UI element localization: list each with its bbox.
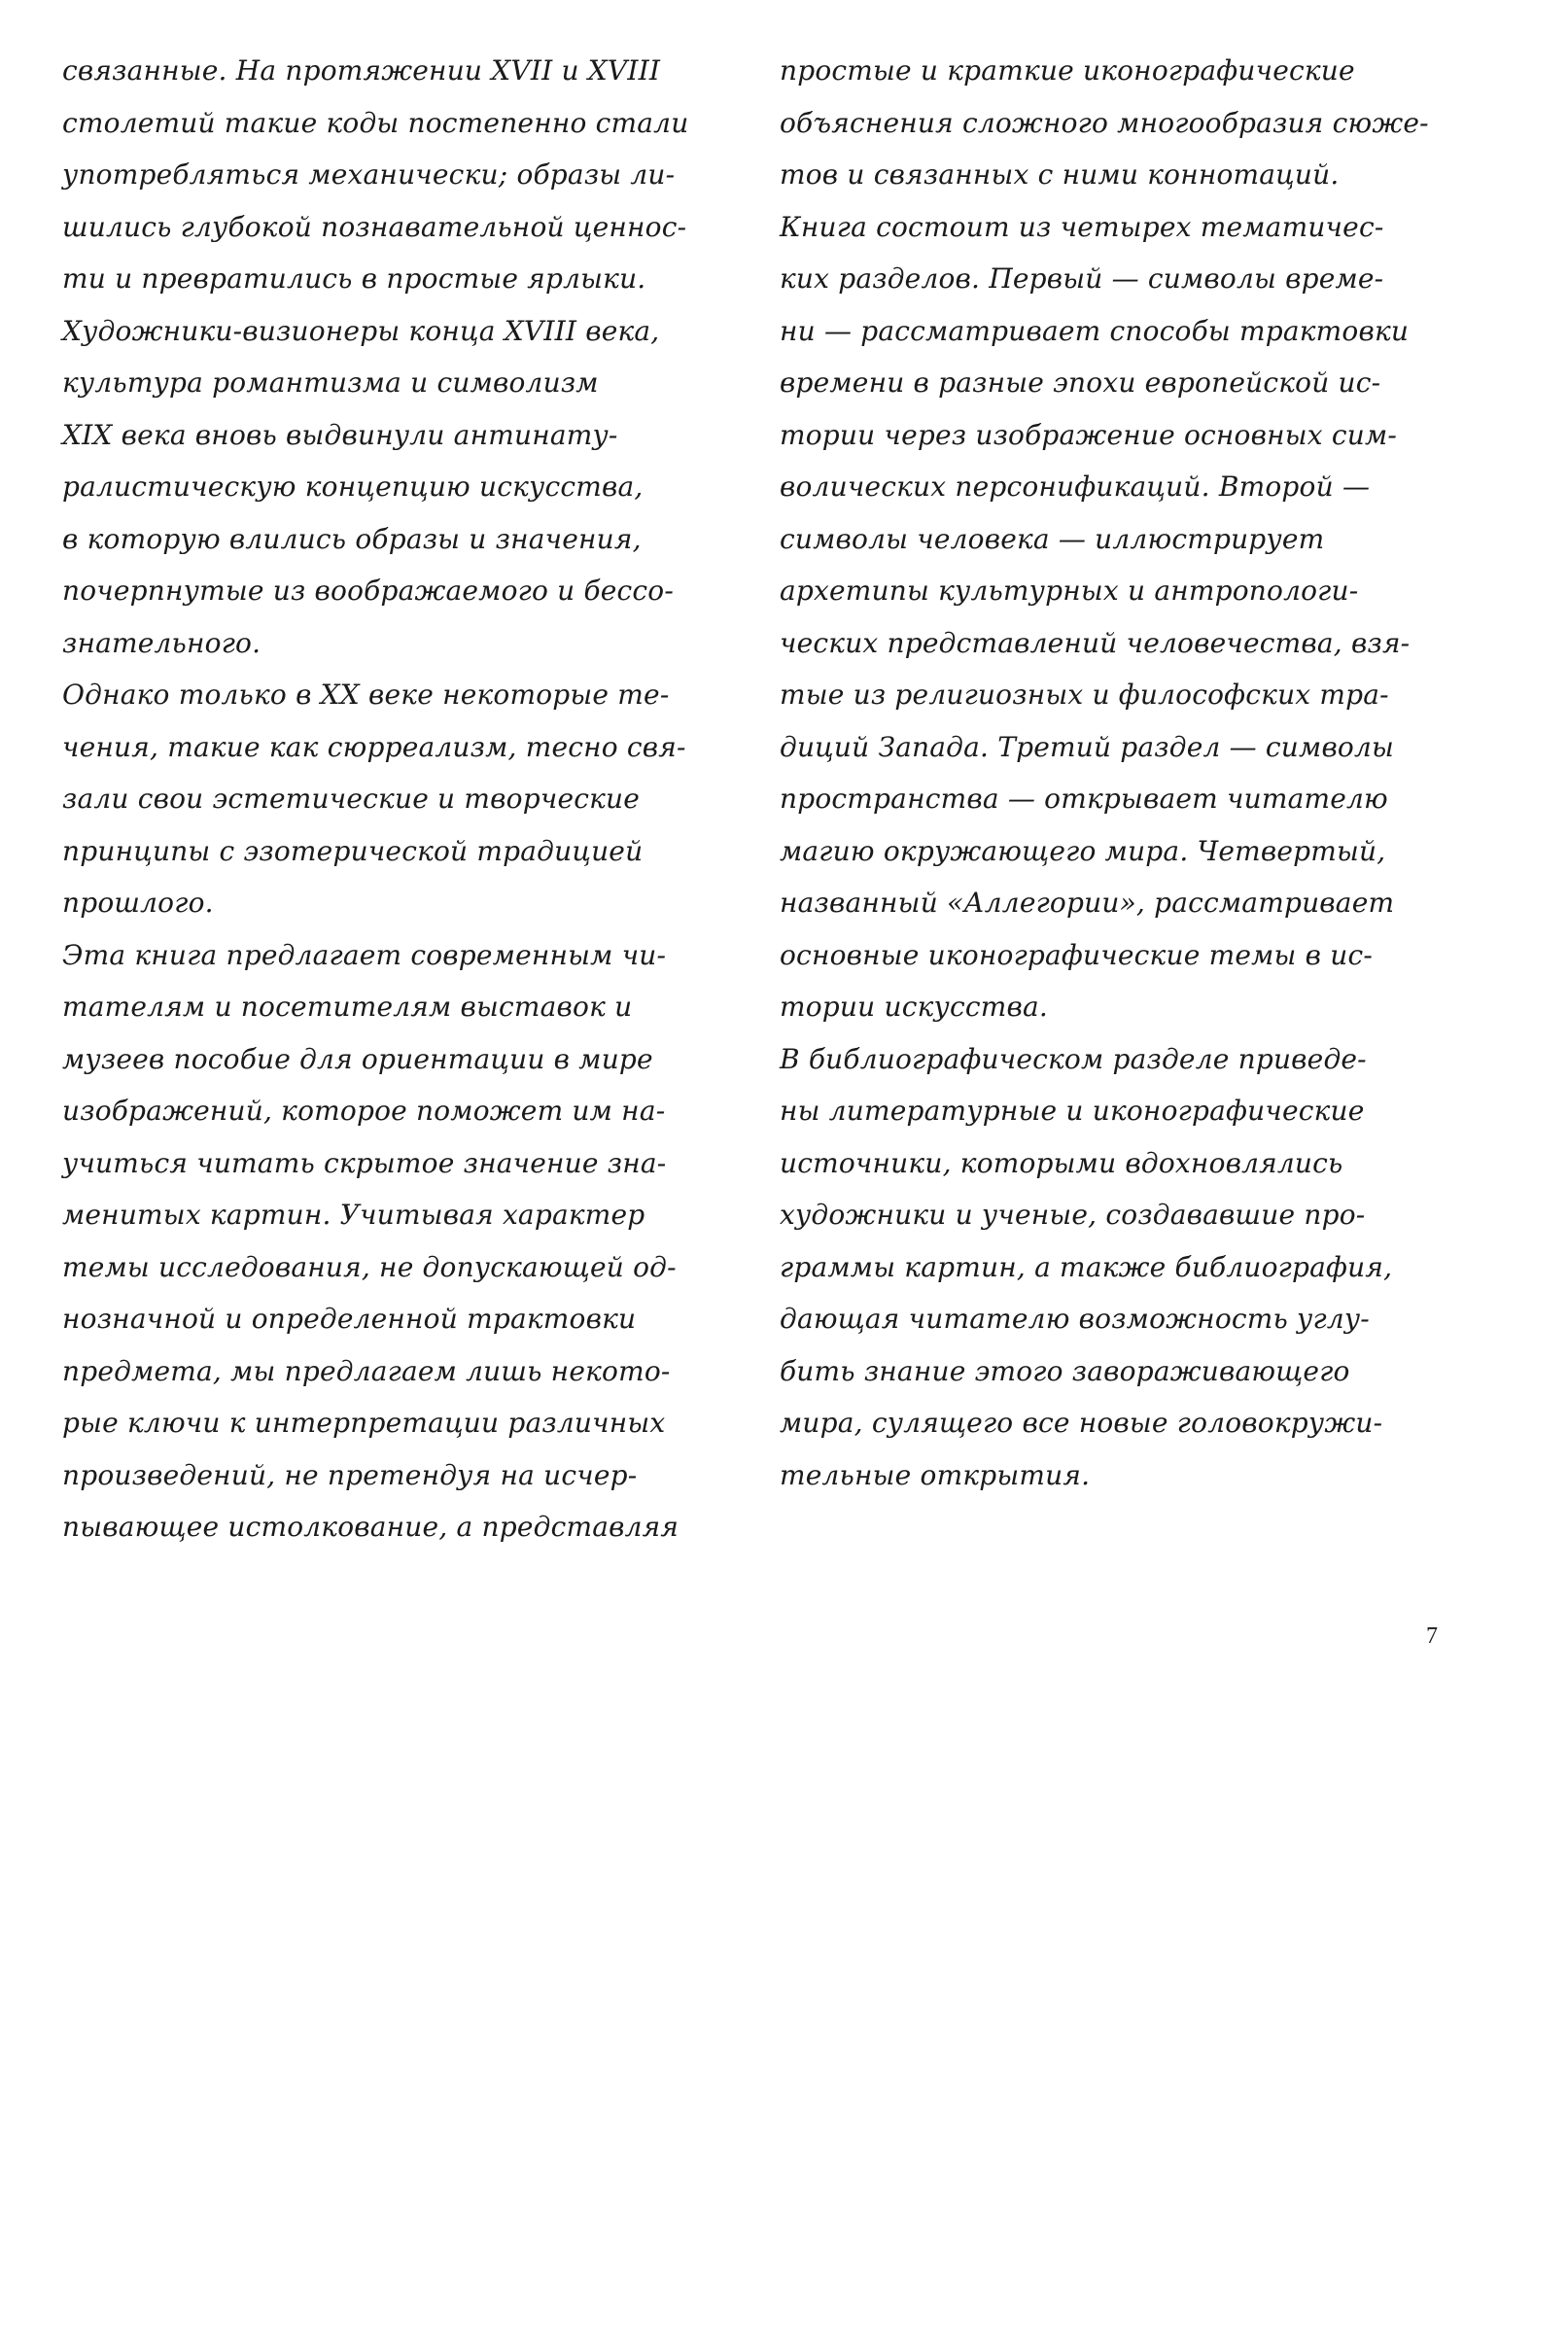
text-line: В библиографическом разделе приведе- <box>780 1042 1367 1075</box>
text-line: магию окружающего мира. Четвертый, <box>780 834 1386 867</box>
text-line: столетий такие коды постепенно стали <box>62 106 689 139</box>
text-line: простые и краткие иконографические <box>780 54 1355 87</box>
text-line: бить знание этого завораживающего <box>780 1354 1350 1387</box>
text-line: диций Запада. Третий раздел — символы <box>780 730 1395 763</box>
left-text-column <box>62 45 733 1553</box>
text-line: символы человека — иллюстрирует <box>780 522 1325 555</box>
text-line: принципы с эзотерической традицией <box>62 834 644 867</box>
text-line: в которую влились образы и значения, <box>62 522 642 555</box>
text-line: ны литературные и иконографические <box>780 1095 1365 1127</box>
text-line: художники и ученые, создававшие про- <box>780 1199 1366 1231</box>
text-line: тателям и посетителям выставок и <box>62 991 633 1023</box>
text-line: почерпнутые из воображаемого и бессо- <box>62 575 675 607</box>
right-text-column <box>780 45 1460 1501</box>
text-line: шились глубокой познавательной ценнос- <box>62 210 687 243</box>
text-line: мира, сулящего все новые головокружи- <box>780 1407 1383 1439</box>
text-line: тории через изображение основных сим- <box>780 418 1398 451</box>
text-line: культура романтизма и символизм <box>62 366 599 399</box>
text-line: ралистическую концепцию искусства, <box>62 471 644 503</box>
text-line: названный «Аллегории», рассматривает <box>780 887 1395 919</box>
text-line: темы исследования, не допускающей од- <box>62 1250 677 1283</box>
text-line: чения, такие как сюрреализм, тесно свя- <box>62 730 686 763</box>
text-line: архетипы культурных и антропологи- <box>780 575 1359 607</box>
text-line: источники, которыми вдохновлялись <box>780 1146 1343 1179</box>
text-line: знательного. <box>62 626 261 659</box>
text-line: дающая читателю возможность углу- <box>780 1303 1370 1335</box>
text-line: тельные открытия. <box>780 1458 1091 1491</box>
text-line: XIX века вновь выдвинули антинату- <box>62 418 618 451</box>
text-line: объяснения сложного многообразия сюже- <box>780 106 1429 139</box>
text-line: ческих представлений человечества, взя- <box>780 626 1411 659</box>
text-line: пывающее истолкование, а представляя <box>62 1511 679 1543</box>
text-line: пространства — открывает читателю <box>780 783 1388 815</box>
text-line: граммы картин, а также библиография, <box>780 1250 1393 1283</box>
text-line: изображений, которое поможет им на- <box>62 1095 666 1127</box>
text-line: ти и превратились в простые ярлыки. <box>62 262 646 295</box>
text-line: ни — рассматривает способы трактовки <box>780 314 1410 347</box>
text-line: ких разделов. Первый — символы време- <box>780 262 1384 295</box>
text-line: Однако только в XX веке некоторые те- <box>62 679 670 711</box>
text-line: прошлого. <box>62 887 214 919</box>
text-line: зали свои эстетические и творческие <box>62 783 641 815</box>
text-line: волических персонификаций. Второй — <box>780 471 1371 503</box>
text-line: связанные. На протяжении XVII и XVIII <box>62 54 661 87</box>
text-line: менитых картин. Учитывая характер <box>62 1199 645 1231</box>
text-line: учиться читать скрытое значение зна- <box>62 1146 667 1179</box>
text-line: предмета, мы предлагаем лишь некото- <box>62 1354 671 1387</box>
text-line: тов и связанных с ними коннотаций. <box>780 158 1340 191</box>
text-line: Художники-визионеры конца XVIII века, <box>62 314 660 347</box>
text-line: основные иконографические темы в ис- <box>780 938 1373 971</box>
text-line: употребляться механически; образы ли- <box>62 158 676 191</box>
page-number: 7 <box>1426 1623 1438 1649</box>
text-line: рые ключи к интерпретации различных <box>62 1407 666 1439</box>
text-line: музеев пособие для ориентации в мире <box>62 1042 653 1075</box>
text-line: времени в разные эпохи европейской ис- <box>780 366 1381 399</box>
text-line: произведений, не претендуя на исчер- <box>62 1458 638 1491</box>
text-line: тые из религиозных и философских тра- <box>780 679 1389 711</box>
text-line: Эта книга предлагает современным чи- <box>62 938 667 971</box>
text-line: тории искусства. <box>780 991 1048 1023</box>
text-line: Книга состоит из четырех тематичес- <box>780 210 1384 243</box>
text-line: нозначной и определенной трактовки <box>62 1303 637 1335</box>
